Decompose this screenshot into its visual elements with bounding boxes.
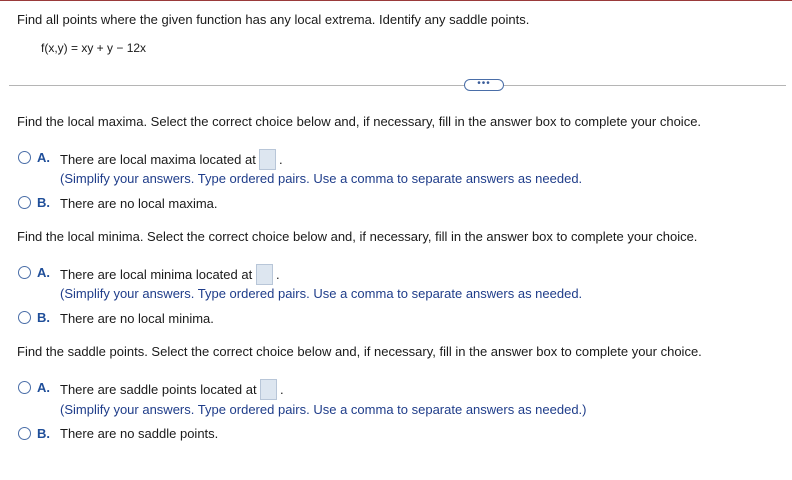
maxima-choice-b-letter: B. (37, 195, 50, 210)
saddle-period: . (280, 382, 284, 397)
saddle-choice-a-radio[interactable] (18, 381, 31, 394)
function-expression: f(x,y) = xy + y − 12x (41, 41, 147, 55)
question-prompt: Find all points where the given function has any local extrema. Identify any saddle points. (17, 12, 530, 27)
minima-choice-a-text: There are local minima located at (60, 267, 253, 282)
minima-period: . (276, 267, 280, 282)
maxima-instruction: Find the local maxima. Select the correct choice below and, if necessary, fill in the answer box to complete your choice. (17, 114, 702, 129)
maxima-choice-b-text: There are no local maxima. (60, 196, 218, 211)
minima-hint: (Simplify your answers. Type ordered pairs. Use a comma to separate answers as needed. (60, 286, 583, 301)
saddle-hint: (Simplify your answers. Type ordered pairs. Use a comma to separate answers as needed.) (60, 402, 587, 417)
section-divider (9, 85, 786, 86)
saddle-choice-a-letter: A. (37, 380, 50, 395)
minima-choice-b-text: There are no local minima. (60, 311, 214, 326)
minima-choice-a-letter: A. (37, 265, 50, 280)
minima-choice-b-radio[interactable] (18, 311, 31, 324)
expand-more-button[interactable]: ••• (464, 79, 504, 91)
maxima-answer-input[interactable] (259, 149, 276, 170)
minima-instruction: Find the local minima. Select the correct choice below and, if necessary, fill in the answer box to complete your choice. (17, 229, 698, 244)
minima-answer-input[interactable] (256, 264, 273, 285)
saddle-instruction: Find the saddle points. Select the correct choice below and, if necessary, fill in the answer box to complete your choice. (17, 344, 702, 359)
saddle-choice-b-radio[interactable] (18, 427, 31, 440)
saddle-choice-b-letter: B. (37, 426, 50, 441)
maxima-choice-a-letter: A. (37, 150, 50, 165)
maxima-choice-a-radio[interactable] (18, 151, 31, 164)
minima-choice-a-radio[interactable] (18, 266, 31, 279)
maxima-hint: (Simplify your answers. Type ordered pairs. Use a comma to separate answers as needed. (60, 171, 583, 186)
maxima-period: . (279, 152, 283, 167)
maxima-choice-a-text: There are local maxima located at (60, 152, 256, 167)
top-border (0, 0, 792, 1)
saddle-answer-input[interactable] (260, 379, 277, 400)
maxima-choice-b-radio[interactable] (18, 196, 31, 209)
saddle-choice-b-text: There are no saddle points. (60, 426, 219, 441)
saddle-choice-a-text: There are saddle points located at (60, 382, 257, 397)
minima-choice-b-letter: B. (37, 310, 50, 325)
